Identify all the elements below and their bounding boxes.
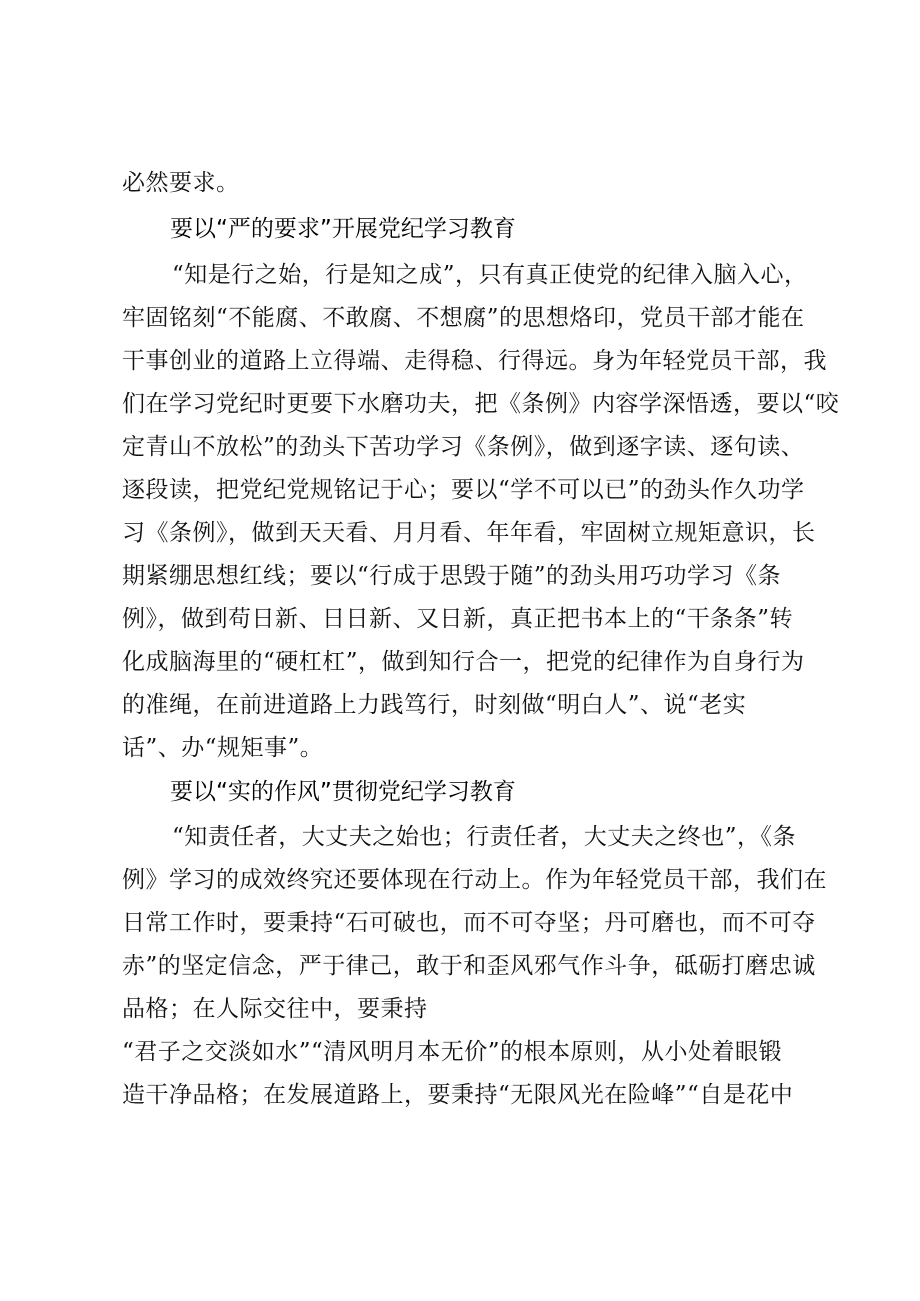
paragraph-line: 化成脑海里的“硬杠杠”，做到知行合一，把党的纪律作为自身行为 (122, 649, 805, 675)
paragraph-line: 定青山不放松”的劲头下苦功学习《条例》，做到逐字读、逐句读、 (122, 434, 805, 460)
paragraph-line: 习《条例》，做到天天看、月月看、年年看，牢固树立规矩意识，长 (122, 520, 816, 546)
paragraph-line: 品格；在人际交往中，要秉持 (122, 996, 428, 1022)
paragraph-line: 的准绳，在前进道路上力践笃行，时刻做“明白人”、说“老实 (122, 692, 747, 718)
paragraph-line: “君子之交淡如水”“清风明月本无价”的根本原则，从小处着眼锻 (122, 1039, 783, 1065)
paragraph-line: 赤”的坚定信念，严于律己，敢于和歪风邪气作斗争，砥砺打磨忠诚 (122, 953, 816, 979)
paragraph-line: 例》学习的成效终究还要体现在行动上。作为年轻党员干部，我们在 (122, 867, 827, 893)
section-heading: 要以“实的作风”贯彻党纪学习教育 (170, 779, 516, 805)
paragraph-line: 牢固铭刻“不能腐、不敢腐、不想腐”的思想烙印，党员干部才能在 (122, 305, 805, 331)
paragraph-line: 日常工作时，要秉持“石可破也，而不可夺坚；丹可磨也，而不可夺 (122, 910, 816, 936)
paragraph-line: 逐段读，把党纪党规铭记于心；要以“学不可以已”的劲头作久功学 (122, 477, 805, 503)
paragraph-line: 们在学习党纪时更要下水磨功夫，把《条例》内容学深悟透，要以“咬 (122, 391, 840, 417)
paragraph-line: 期紧绷思想红线；要以“行成于思毁于随”的劲头用巧功学习《条 (122, 563, 782, 589)
paragraph-line: “知是行之始，行是知之成”，只有真正使党的纪律入脑入心， (172, 262, 808, 288)
section-heading: 要以“严的要求”开展党纪学习教育 (170, 216, 516, 242)
paragraph-line: 造干净品格；在发展道路上，要秉持“无限风光在险峰”“自是花中 (122, 1082, 794, 1108)
paragraph-line: 干事创业的道路上立得端、走得稳、行得远。身为年轻党员干部，我 (122, 348, 827, 374)
paragraph-line: 话”、办“规矩事”。 (122, 735, 324, 761)
paragraph-line: 必然要求。 (122, 170, 240, 196)
paragraph-line: 例》，做到苟日新、日日新、又日新，真正把书本上的“干条条”转 (122, 606, 794, 632)
paragraph-line: “知责任者，大丈夫之始也；行责任者，大丈夫之终也”，《条 (172, 824, 797, 850)
